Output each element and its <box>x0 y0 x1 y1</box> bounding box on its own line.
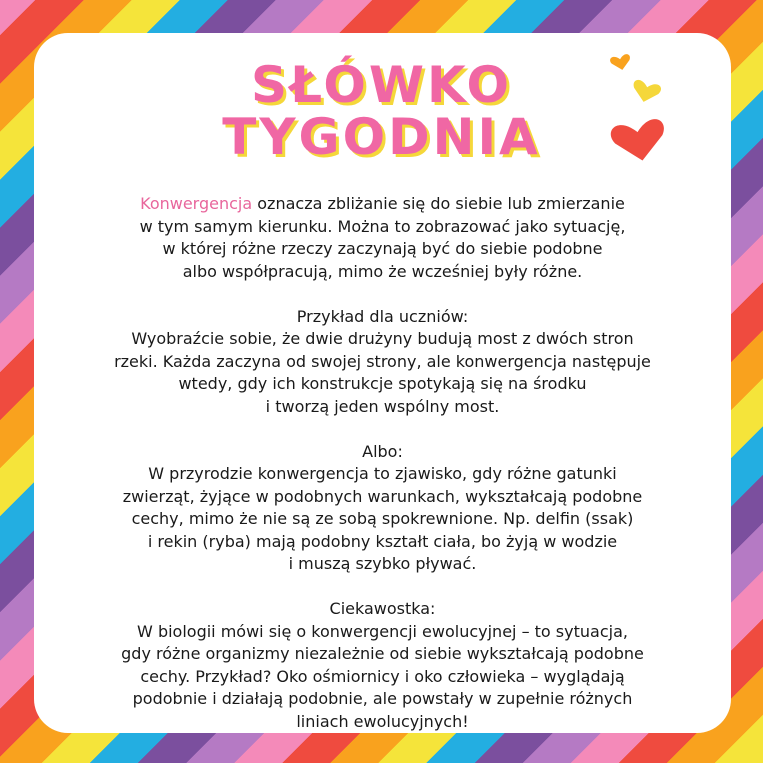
alternative-text: W przyrodzie konwergencja to zjawisko, gdy różne gatunki zwierząt, żyjące w podobnych warunkach, wykształcają podobne cechy, mimo że nie są ze sobą spokrewnione. Np. delfin (ssak) i rekin (ryba) mają podobny kształt ciała, bo żyją w wodzie i muszą szybko pływać. <box>122 464 643 573</box>
title-line-2: TYGODNIA <box>222 108 541 166</box>
example-heading: Przykład dla uczniów: <box>296 306 469 326</box>
medium-heart-icon <box>630 79 662 105</box>
fun-fact-heading: Ciekawostka: <box>329 599 436 618</box>
example-text: Wyobraźcie sobie, że dwie drużyny budują most z dwóch stron rzeki. Każda zaczyna od swojej strony, ale konwergencja następuje wtedy, gdy ich konstrukcje spotykają się na środku i tworzą jeden wspólny most. <box>114 329 651 416</box>
article-body <box>34 193 731 733</box>
definition-paragraph <box>34 193 731 283</box>
definition-text: oznacza zbliżanie się do siebie lub zmierzanie w tym samym kierunku. Można to zobrazować jako sytuację, w której różne rzeczy zaczynają być do siebie podobne albo współpracują, mimo że wcześniej były różne. <box>139 194 626 281</box>
fun-fact-text: W biologii mówi się o konwergencji ewolucyjnej – to sytuacja, gdy różne organizmy niezależnie od siebie wykształcają podobne cechy. Przykład? Oko ośmiornicy i oko człowieka – wyglądają podobnie i działają podobnie, ale powstały w zupełnie różnych liniach ewolucyjnych! <box>121 621 644 731</box>
highlighted-term: Konwergencja <box>140 194 253 213</box>
hearts-decoration <box>605 40 675 175</box>
title-line-1: SŁÓWKO <box>251 56 512 114</box>
large-heart-icon <box>609 118 669 165</box>
small-heart-icon <box>610 54 633 72</box>
alternative-heading: Albo: <box>362 441 403 461</box>
